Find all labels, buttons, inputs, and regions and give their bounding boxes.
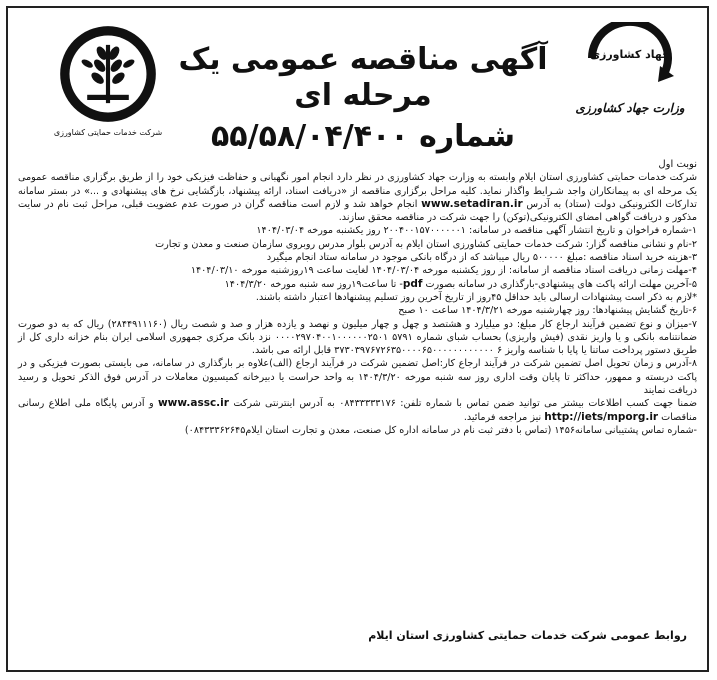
- item-5: [18, 278, 697, 291]
- page-title: آگهی مناقصه عمومی یک مرحله ای: [178, 42, 548, 113]
- setad-link[interactable]: www.setadiran.ir: [421, 197, 523, 210]
- item-2: ۲-نام و نشانی مناقصه گزار: شرکت خدمات حمایتی کشاورزی استان ایلام به آدرس بلوار مدرس روبروی سازمان صنعت و معدن و تجارت: [155, 238, 697, 250]
- company-logo-caption: شرکت خدمات حمایتی کشاورزی: [53, 128, 163, 137]
- title-block: [168, 42, 558, 156]
- header: [8, 8, 707, 158]
- advertisement-body: [18, 158, 697, 437]
- item-5-text-a: ۵-آخرین مهلت ارائه پاکت های پیشنهادی-بارگذاری در سامانه بصورت: [425, 278, 697, 290]
- ministry-name: وزارت جهاد کشاورزی: [575, 101, 685, 115]
- item-7: ۷-میزان و نوع تضمین فرآیند ارجاع کار مبلغ: دو میلیارد و هشتصد و چهل و چهار میلیون و نهصد و یازده هزار و صد و شصت ریال (۲۸۴۴۹۱۱۱۶۰) ریال که به دو صورت ضمانتنامه بانکی و یا واریز نقدی (فیش واریزی) بحساب شبای شماره ۵۷۹۱ ۰۰۰۰۲۹۷۰۴۰۰۱۰۰۰۰۰۰۲۵۰۱ نزد بانک مرکزی جمهوری اسلامی ایران بنام خزانه داری کل از طریق دستور پرداخت ساتنا یا پایا با شناسه واریز ۶ ۳۷۳۰۳۹۷۶۷۲۶۳۵۰۰۰۰۶۵۰۰۰۰۰۰۰۰۰۰۰۰ قابل ارائه می باشد.: [18, 318, 698, 357]
- intro-paragraph: [18, 171, 697, 224]
- item-5-pdf: pdf: [402, 277, 423, 290]
- wheat-gear-icon: [56, 22, 160, 126]
- assc-link[interactable]: www.assc.ir: [157, 397, 229, 410]
- round-label: نوبت اول: [658, 159, 697, 170]
- contact-text-2: و آدرس پایگاه ملی اطلاع رسانی مناقصات: [18, 398, 697, 423]
- intro-text-2: انجام خواهد شد و لازم است مناقصه گران در صورت عدم عضویت قبلی، مراحل ثبت نام در سایت مذکور و دریافت گواهی امضای الکترونیکی(توکن) را جهت شرکت در مناقصه محقق سازند.: [18, 198, 697, 224]
- ministry-logo: [565, 22, 695, 152]
- tender-number: شماره ۵۵/۵۸/۰۴/۴۰۰: [211, 119, 515, 154]
- company-logo: [48, 22, 168, 142]
- item-4: ۴-مهلت زمانی دریافت اسناد مناقصه از سامانه: از روز یکشنبه مورخه ۱۴۰۴/۰۳/۰۴ لغایت ساعت ۱۹روزشنبه مورخه ۱۴۰۴/۰۳/۱۰: [190, 265, 697, 277]
- intro-text-1: شرکت خدمات حمایتی کشاورزی استان ایلام وابسته به وزارت جهاد کشاورزی در نظر دارد انجام امور نگهبانی و حفاظت فیزیکی خود را از طریق برگزاری مناقصه عمومی یک مرحله ای به پیمانکاران واجد شـرایط واگذار نماید. کلیه مراحل برگزاری مناقصه از «دریافت اسناد، ارائه پیشنهاد، بازگشایی نرخ های پیشنهادی و ...» در بستر سامانه تدارکات الکترونیکی دولت (ستاد) به آدرس: [18, 172, 697, 210]
- validity-note: *لازم به ذکر است پیشنهادات ارسالی باید حداقل ۴۵روز از تاریخ آخرین روز تسلیم پیشنهادها اعتبار داشته باشند.: [255, 291, 697, 303]
- support-line: -شماره تماس پشتیبانی سامانه۱۴۵۶ (تماس با دفتر ثبت نام در سامانه اداره کل صنعت، معدن و تجارت استان ایلام۰۸۴۳۳۳۶۲۶۴۵): [184, 424, 697, 436]
- item-6: ۶-تاریخ گشایش پیشنهادها: روز چهارشنبه مورخه ۱۴۰۴/۳/۲۱ ساعت ۱۰ صبح: [398, 305, 697, 317]
- contact-text-1: ضمنا جهت کسب اطلاعات بیشتر می توانید ضمن تماس با شماره تلفن: ۰۸۴۳۳۳۳۳۱۷۶ به آدرس اینترنتی شرکت: [233, 398, 697, 410]
- iets-link[interactable]: http://iets/mporg.ir: [544, 410, 659, 423]
- signature: روابط عمومی شرکت خدمات حمایتی کشاورزی استان ایلام: [368, 629, 687, 642]
- ministry-logo-name: جهاد کشاورزی: [589, 48, 671, 61]
- item-5-text-b: - تا ساعت۱۹روز سه شنبه مورخه ۱۴۰۴/۳/۲۰: [224, 278, 403, 290]
- contact-paragraph: [18, 397, 697, 424]
- item-3: ۳-هزینه خرید اسناد مناقصه :مبلغ ۵۰۰۰۰۰ ریال میباشد که از درگاه بانکی موجود در سامانه ستاد انجام میگیرد: [266, 252, 697, 264]
- item-8: ۸-آدرس و زمان تحویل اصل تضمین شرکت در فرآیند ارجاع کار:اصل تضمین شرکت در فرآیند ارجاع (الف)علاوه بر بارگذاری در سامانه، می بایستی بصورت فیزیکی و در پاکت دربسته و ممهور، حداکثر تا پایان وقت اداری روز سه شنبه مورخه ۱۴۰۴/۳/۲۰ به واحد حراست یا دبیرخانه کمیسیون معاملات در آدرس فوق الذکر تحویل و رسید دریافت نمایند: [18, 358, 697, 397]
- contact-text-3: نیز مراجعه فرمائید.: [463, 411, 542, 423]
- item-1: ۱-شماره فراخوان و تاریخ انتشار آگهی مناقصه در سامانه: ۲۰۰۴۰۰۱۵۷۰۰۰۰۰۰۱ روز یکشنبه مورخه ۱۴۰۴/۰۳/۰۴: [256, 225, 697, 237]
- advertisement-frame: [6, 6, 709, 672]
